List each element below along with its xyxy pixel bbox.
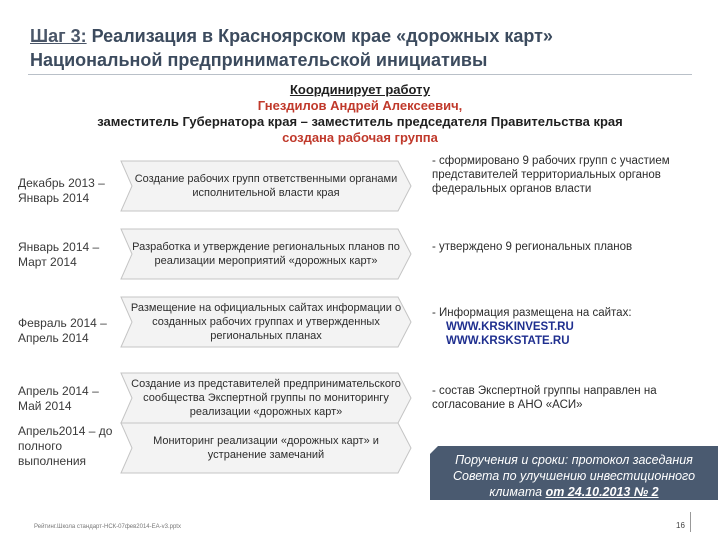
stage-action: Создание рабочих групп ответственными органами исполнительной власти края [134,173,398,199]
callout-date: от 24.10.2013 № 2 [545,485,659,499]
stage-action-arrow [120,160,412,212]
page-number: 16 [676,521,685,530]
coordinator-name: Гнездилов Андрей Алексеевич, [257,98,463,113]
stage-action: Разработка и утверждение региональных планов по реализации мероприятий «дорожных карт» [132,241,400,267]
instructions-callout [430,446,718,499]
step-label: Шаг 3: [30,26,87,46]
stage-result: - состав Экспертной группы направлен на согласование в АНО «АСИ» [432,385,657,411]
footer-filename: Рейтинг.Школа стандарт-НСК-07фев2014-ЕА-v3.pptx [34,524,181,530]
stage-period: Декабрь 2013 – Январь 2014 [18,176,105,205]
title-divider [28,74,692,75]
stage-result [432,306,702,348]
stage-period: Апрель2014 – до полного выполнения [18,424,113,468]
stage-action: Размещение на официальных сайтах информации о созданных рабочих группах и утвержденных региональных планах [130,302,402,342]
stage-action: Создание из представителей предпринимательского сообщества Экспертной группы по мониторингу реализации «дорожных карт» [131,378,401,418]
stage-period: Февраль 2014 – Апрель 2014 [18,316,107,345]
stage-result: - сформировано 9 рабочих групп с участием представителей территориальных органов федеральных органов власти [432,155,670,195]
title-line1: Реализация в Красноярском крае «дорожных карт» [86,26,553,46]
working-group-note: создана рабочая группа [282,130,438,145]
coordinator-heading: Координирует работу [289,82,431,97]
page-title [30,24,690,72]
stage-result: - утверждено 9 региональных планов [432,241,633,253]
link-krskstate[interactable]: WWW.KRSKSTATE.RU [446,335,570,347]
stage-action-arrow [120,372,412,424]
stage-period: Январь 2014 – Март 2014 [18,240,100,269]
coordinator-block [20,82,700,146]
stage-period: Апрель 2014 – Май 2014 [18,384,99,413]
link-krskinvest[interactable]: WWW.KRSKINVEST.RU [446,321,574,333]
callout-text [436,452,712,500]
title-line2: Национальной предпринимательской инициативы [30,50,488,70]
page-number-divider [690,512,691,532]
stage-action-arrow [120,296,412,348]
stage-action-arrow [120,422,412,474]
stage-action: Мониторинг реализации «дорожных карт» и устранение замечаний [153,435,379,461]
callout-body: Поручения и сроки: протокол заседания Совета по улучшению инвестиционного климата [452,453,696,499]
stage-result-text: - Информация размещена на сайтах: [432,307,632,319]
coordinator-position: заместитель Губернатора края – заместитель председателя Правительства края [97,114,623,129]
stage-action-arrow [120,228,412,280]
